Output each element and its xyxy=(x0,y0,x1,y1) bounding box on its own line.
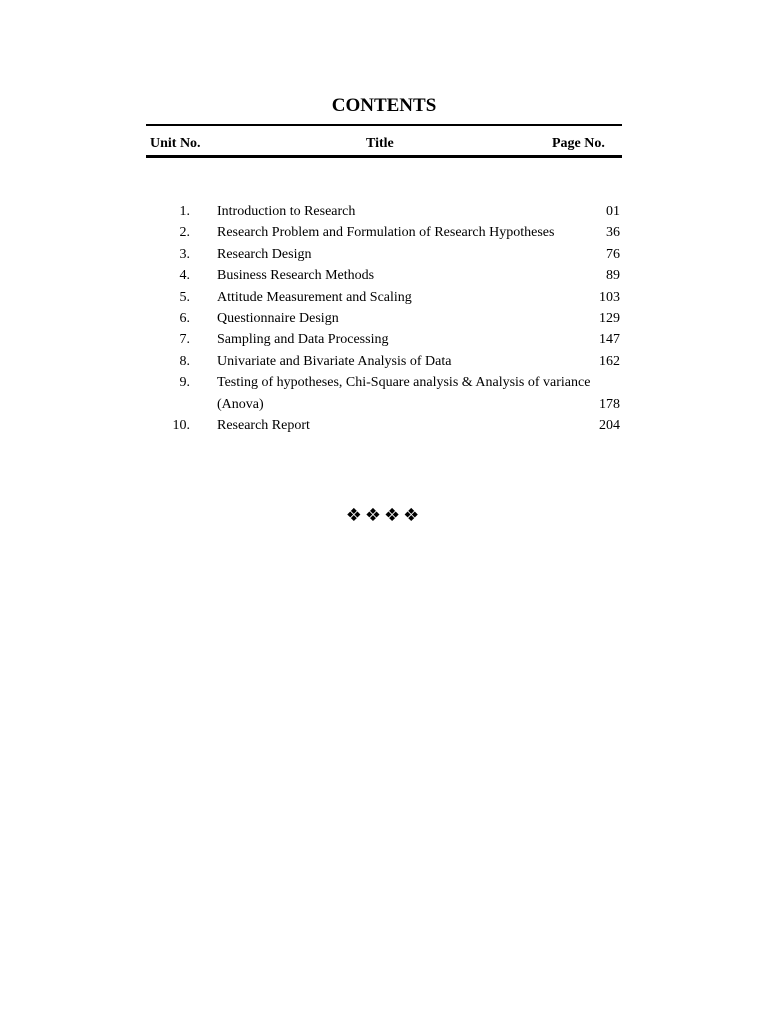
contents-row xyxy=(0,244,768,265)
page-number: 162 xyxy=(599,353,620,369)
header-rule-top xyxy=(146,124,622,126)
unit-title: Research Report xyxy=(217,417,310,433)
unit-number: 6. xyxy=(179,310,190,326)
unit-number: 8. xyxy=(179,353,190,369)
unit-title: Testing of hypotheses, Chi-Square analysis & Analysis of variance (Anova) xyxy=(217,375,591,412)
header-rule-bottom xyxy=(146,155,622,158)
unit-number: 9. xyxy=(179,375,190,391)
contents-row xyxy=(0,308,768,329)
header-page-no: Page No. xyxy=(552,136,605,151)
unit-title: Univariate and Bivariate Analysis of Data xyxy=(217,353,452,369)
unit-title: Questionnaire Design xyxy=(217,310,339,326)
contents-row xyxy=(0,222,768,243)
unit-title: Introduction to Research xyxy=(217,204,356,219)
contents-row xyxy=(0,351,768,372)
page-number: 204 xyxy=(599,417,620,433)
page-number: 129 xyxy=(599,310,620,326)
unit-title: Research Design xyxy=(217,246,312,262)
contents-row xyxy=(0,287,768,308)
contents-row xyxy=(0,415,768,436)
page-title: CONTENTS xyxy=(331,95,437,116)
header-title: Title xyxy=(366,136,394,151)
contents-list xyxy=(0,201,768,436)
unit-title: Sampling and Data Processing xyxy=(217,332,389,348)
unit-number: 10. xyxy=(172,417,190,433)
page-number: 103 xyxy=(599,289,620,305)
contents-row xyxy=(0,329,768,350)
page-number: 89 xyxy=(606,268,620,284)
ornament-divider: ❖❖❖❖ xyxy=(345,505,423,526)
unit-title: Research Problem and Formulation of Research Hypotheses xyxy=(217,225,555,241)
unit-number: 5. xyxy=(179,289,190,305)
page-number: 178 xyxy=(599,396,620,412)
contents-row xyxy=(0,201,768,222)
page-number: 147 xyxy=(599,332,620,348)
unit-number: 7. xyxy=(179,332,190,348)
page-number: 01 xyxy=(606,204,620,219)
contents-row xyxy=(0,372,768,415)
unit-title: Attitude Measurement and Scaling xyxy=(217,289,412,305)
unit-number: 2. xyxy=(179,225,190,241)
contents-row xyxy=(0,265,768,286)
page-number: 36 xyxy=(606,225,620,241)
unit-number: 4. xyxy=(179,268,190,284)
unit-title: Business Research Methods xyxy=(217,268,375,284)
page-number: 76 xyxy=(606,246,620,262)
header-unit-no: Unit No. xyxy=(150,136,201,151)
unit-number: 3. xyxy=(179,246,190,262)
unit-number: 1. xyxy=(179,204,190,219)
